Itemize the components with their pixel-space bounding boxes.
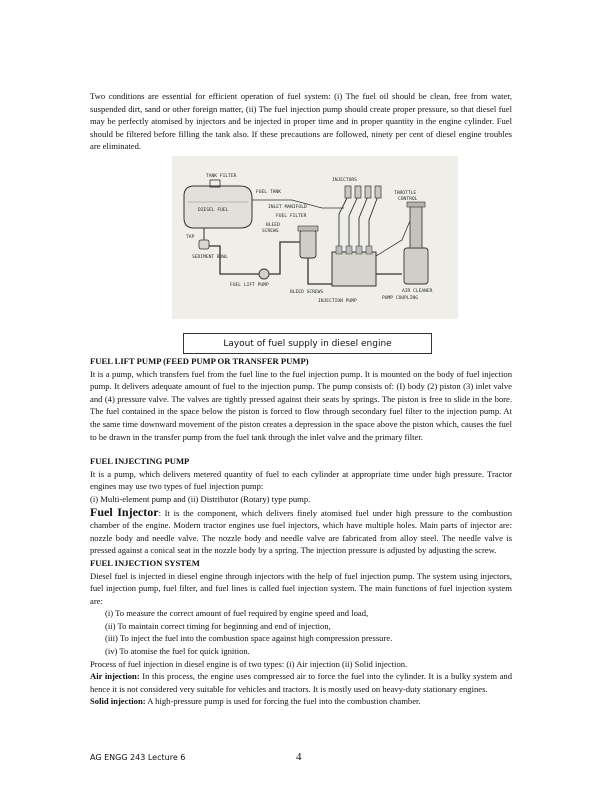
functions-list (90, 607, 512, 657)
fuel-supply-diagram (172, 156, 458, 319)
solid-injection-body: A high-pressure pump is used for forcing the fuel into the combustion chamber. (145, 696, 421, 707)
list-item: (ii) To maintain correct timing for beginning and end of injection, (105, 620, 331, 631)
list-item: (iv) To atomise the fuel for quick ignition. (105, 646, 250, 657)
label-injectors: INJECTORS (332, 178, 357, 183)
paragraph-air-injection (90, 670, 512, 695)
injector-4 (375, 186, 381, 198)
paragraph-fuel-lift-pump: It is a pump, which transfers fuel from the fuel line to the fuel injection pump. It is mounted on the body of fuel injection pump. It delivers adequate amount of fuel to the injection pump. The pump consists of: (I) body (2) piston (3) inlet valve and (4) pressure valve. The valves are tightly pressed against their seats by springs. The piston is free to slide in the bore. The fuel contained in the space below the piston is forced to flow through secondary fuel filter to the injection pump. At the same time downward movement of the piston creates a depression in the space above the piston which, causes the fuel to be drawn in the transfer pump from the fuel tank through the inlet valve and the primary filter. (90, 368, 512, 442)
fuel-lift-pump (259, 269, 269, 279)
label-diesel-fuel: DIESEL FUEL (198, 208, 229, 213)
sediment-bowl (199, 240, 209, 249)
term-air-injection: Air injection: (90, 671, 140, 682)
label-bleed-screws: BLEED SCREWS (290, 290, 324, 295)
injection-pump (332, 252, 376, 286)
term-fuel-injector: Fuel Injector (90, 504, 159, 519)
label-sediment-bowl: SEDIMENT BOWL (192, 255, 228, 260)
fuel-injector-body: : It is the component, which delivers finely atomised fuel under high pressure to the combustion chamber of the engine. Modern tractor engines use fuel injectors, which have multiple holes. Main parts of injector are: nozzle body and needle valve. The nozzle body and needle valve are fabricated from alloy steel. The needle valve is pressed against a conical seat in the nozzle body by a spring. The injection pressure is adjusted by adjusting the screw. (90, 507, 512, 556)
label-fuel-filter: FUEL FILTER (276, 214, 307, 219)
label-pump-coupling: PUMP COUPLING (382, 296, 418, 301)
fuel-tank (184, 186, 252, 228)
label-bleed-1: BLEED (266, 223, 280, 228)
label-inlet-manifold: INLET MANIFOLD (268, 205, 307, 210)
main-content (90, 355, 512, 708)
air-injection-body: In this process, the engine uses compressed air to force the fuel into the cylinder. It is a bulky system and hence it is not considered very suitable for vehicles and tractors. It is mostly used on heavy-duty stationary engines. (90, 671, 513, 694)
label-air-cleaner: AIR CLEANER (402, 289, 433, 294)
label-injection-pump: INJECTION PUMP (318, 299, 357, 304)
heading-fuel-injection-system: FUEL INJECTION SYSTEM (90, 557, 200, 568)
label-fuel-lift-pump: FUEL LIFT PUMP (230, 283, 269, 288)
label-tank-filter: TANK FILTER (206, 174, 237, 179)
pump-types: (i) Multi-element pump and (ii) Distributor (Rotary) type pump. (90, 493, 311, 504)
injector-3 (365, 186, 371, 198)
label-throttle-2: CONTROL (398, 197, 418, 202)
fuel-filter (300, 230, 316, 258)
heading-fuel-injecting-pump: FUEL INJECTING PUMP (90, 456, 190, 467)
paragraph-fuel-injector (90, 506, 512, 557)
list-item: (iii) To inject the fuel into the combustion space against high compression pressure. (105, 633, 393, 644)
label-throttle-1: THROTTLE (394, 191, 417, 196)
injector-2 (355, 186, 361, 198)
label-tap: TAP (186, 235, 195, 240)
footer-course: AG ENGG 243 Lecture 6 (90, 753, 186, 762)
air-cleaner (404, 248, 428, 284)
process-types: Process of fuel injection in diesel engine is of two types: (i) Air injection (ii) Solid injection. (90, 658, 408, 669)
paragraph-solid-injection (90, 695, 512, 708)
label-bleed-2: SCREWS (262, 229, 279, 234)
paragraph-fuel-injecting-pump: It is a pump, which delivers metered quantity of fuel to each cylinder at appropriate time under high pressure. Tractor engines may use two types of fuel injection pump: (90, 468, 512, 492)
label-fuel-tank: FUEL TANK (256, 190, 281, 195)
heading-fuel-lift-pump: FUEL LIFT PUMP (FEED PUMP OR TRANSFER PUMP) (90, 356, 309, 366)
fuel-supply-diagram-svg (172, 156, 458, 319)
injector-1 (345, 186, 351, 198)
figure-caption: Layout of fuel supply in diesel engine (183, 333, 432, 354)
intro-paragraph: Two conditions are essential for efficient operation of fuel system: (i) The fuel oil should be clean, free from water, suspended dirt, sand or other foreign matter, (ii) The fuel injection pump should create proper pressure, so that diesel fuel may be perfectly atomised by injectors and be injected in proper time and in proper quantity in the engine cylinder. Fuel should be filtered before filling the tank also. If these precautions are followed, ninety per cent of diesel engine troubles are eliminated. (90, 91, 512, 152)
paragraph-fuel-injection-system: Diesel fuel is injected in diesel engine through injectors with the help of fuel injection pump. The system using injectors, fuel injection pump, fuel filter, and fuel lines is called fuel injection system. The main functions of fuel injection system are: (90, 570, 512, 606)
list-item: (i) To measure the correct amount of fuel required by engine speed and load, (105, 608, 369, 619)
term-solid-injection: Solid injection: (90, 696, 146, 707)
page-number: 4 (296, 751, 302, 763)
